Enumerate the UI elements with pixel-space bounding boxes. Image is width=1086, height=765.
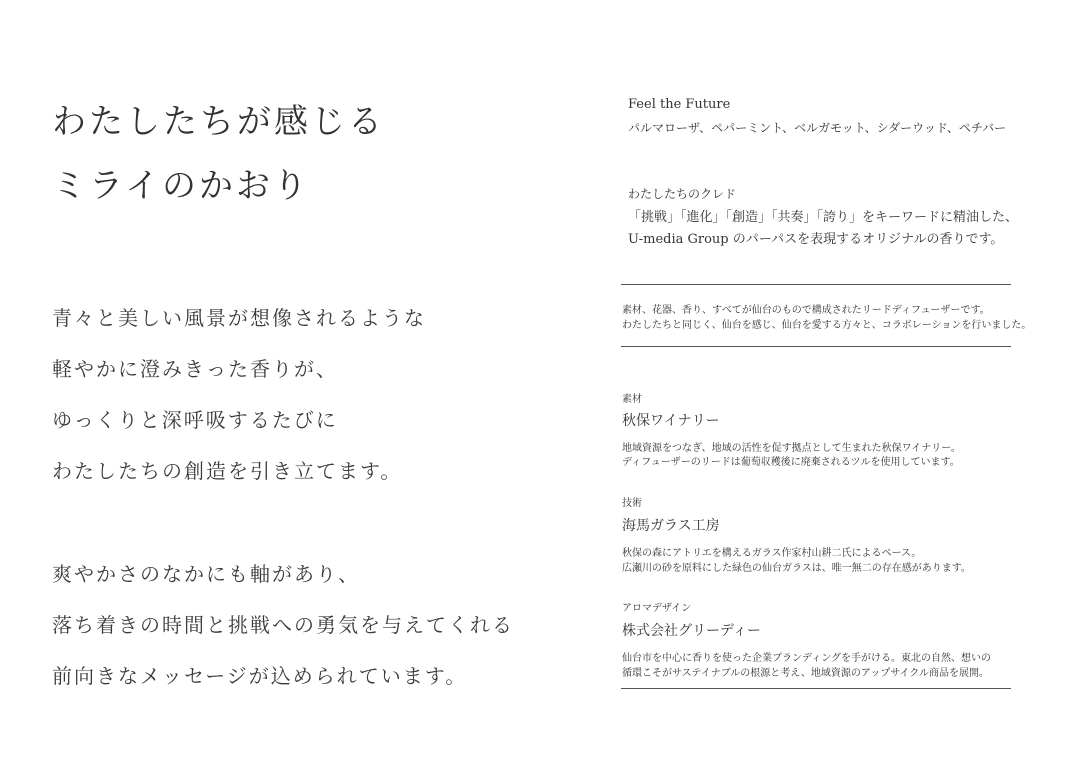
section-label-aroma-design: アロマデザイン xyxy=(622,603,692,614)
divider-top xyxy=(621,284,1011,285)
section-desc-line: ディフューザーのリードは葡萄収穫後に廃棄されるツルを使用しています。 xyxy=(622,457,960,468)
section-desc-line: 地域資源をつなぎ、地域の活性を促す拠点として生まれた秋保ワイナリー。 xyxy=(622,443,961,454)
scent-list: パルマローザ、ペパーミント、ベルガモット、シダーウッド、ペチバー xyxy=(628,121,1007,135)
headline-line-2: ミライのかおり xyxy=(52,166,310,206)
body-paragraph-1-line: 青々と美しい風景が想像されるような xyxy=(52,306,426,330)
intro-line: わたしたちと同じく、仙台を感じ、仙台を愛する方々と、コラボレーションを行いました。 xyxy=(622,320,1032,331)
body-paragraph-2-line: 落ち着きの時間と挑戦への勇気を与えてくれる xyxy=(52,613,514,637)
section-title-technique: 海馬ガラス工房 xyxy=(622,518,720,534)
section-title-material: 秋保ワイナリー xyxy=(622,413,720,429)
section-label-technique: 技術 xyxy=(622,498,642,509)
section-desc-line: 循環こそがサステイナブルの根源と考え、地域資源のアップサイクル商品を展開。 xyxy=(622,668,989,679)
headline-line-1: わたしたちが感じる xyxy=(52,102,385,142)
body-paragraph-2-line: 爽やかさのなかにも軸があり、 xyxy=(52,562,360,586)
divider-bottom xyxy=(621,688,1011,689)
intro-line: 素材、花器、香り、すべてが仙台のもので構成されたリードディフューザーです。 xyxy=(622,305,990,316)
english-label: Feel the Future xyxy=(628,97,731,112)
body-paragraph-1-line: わたしたちの創造を引き立てます。 xyxy=(52,459,403,483)
section-label-material: 素材 xyxy=(622,394,642,405)
credo-line: U-media Group のパーパスを表現するオリジナルの香りです。 xyxy=(628,232,1004,247)
section-desc-line: 広瀬川の砂を原料にした緑色の仙台ガラスは、唯一無二の存在感があります。 xyxy=(622,563,971,574)
body-paragraph-2-line: 前向きなメッセージが込められています。 xyxy=(52,664,468,688)
credo-label: わたしたちのクレド xyxy=(628,187,737,201)
body-paragraph-1-line: 軽やかに澄みきった香りが、 xyxy=(52,357,338,381)
divider-middle xyxy=(621,346,1011,347)
section-desc-line: 秋保の森にアトリエを構えるガラス作家村山耕二氏によるベース。 xyxy=(622,548,922,559)
section-title-aroma-design: 株式会社グリーディー xyxy=(622,623,761,639)
credo-line: 「挑戦」「進化」「創造」「共奏」「誇り」をキーワードに精油した、 xyxy=(628,210,1019,225)
section-desc-line: 仙台市を中心に香りを使った企業ブランディングを手がける。東北の自然、想いの xyxy=(622,653,991,664)
body-paragraph-1-line: ゆっくりと深呼吸するたびに xyxy=(52,408,338,432)
